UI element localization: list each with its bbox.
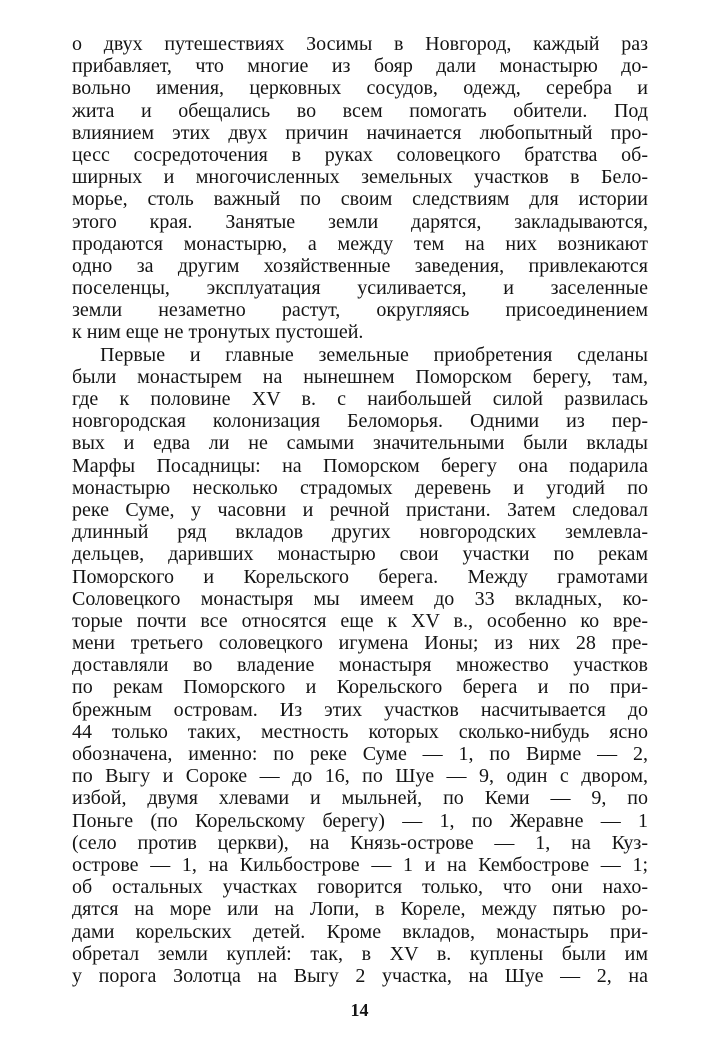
text-line: влиянием этих двух причин начинается любопытный про- [72, 121, 648, 144]
text-line: торые почти все относятся еще к XV в., особенно ко вре- [72, 609, 648, 632]
text-line: о двух путешествиях Зосимы в Новгород, каждый раз [72, 33, 648, 55]
text-line: брежным островам. Из этих участков насчитывается до [72, 698, 648, 721]
text-line: жита и обещались во всем помогать обители. Под [72, 99, 648, 122]
text-line: длинный ряд вкладов других новгородских землевла- [72, 521, 648, 544]
text-line: острове — 1, на Кильбострове — 1 и на Кембострове — 1; [72, 853, 648, 876]
text-line: монастырю несколько страдомых деревень и угодий по [72, 476, 648, 499]
text-line: Поньге (по Корельскому берегу) — 1, по Жеравне — 1 [72, 809, 648, 832]
text-line: вольно имения, церковных сосудов, одежд, серебра и [72, 77, 648, 100]
text-line: по Выгу и Сороке — до 16, по Шуе — 9, один с двором, [72, 765, 648, 788]
text-line: доставляли во владение монастыря множество участков [72, 654, 648, 677]
page-number: 14 [350, 1000, 369, 1020]
text-line: Первые и главные земельные приобретения сделаны [100, 343, 648, 366]
text-line: Марфы Посадницы: на Поморском берегу она подарила [72, 454, 648, 477]
text-line: ширных и многочисленных земельных участков в Бело- [72, 166, 648, 189]
text-line: к ним еще не тронутых пустошей. [72, 321, 364, 344]
text-line: 44 только таких, местность которых сколько-нибудь ясно [72, 720, 648, 743]
text-line: были монастырем на нынешнем Поморском берегу, там, [72, 365, 648, 388]
text-line: земли незаметно растут, округляясь присоединением [72, 299, 648, 322]
text-line: одно за другим хозяйственные заведения, привлекаются [72, 254, 648, 277]
text-line: по рекам Поморского и Корельского берега и по при- [72, 676, 648, 699]
text-line: этого края. Занятые земли дарятся, закладываются, [72, 210, 648, 233]
text-line: цесс сосредоточения в руках соловецкого братства об- [72, 143, 648, 166]
text-line: реке Суме, у часовни и речной пристани. Затем следовал [72, 498, 648, 521]
text-line: об остальных участках говорится только, что они нахо- [72, 876, 648, 899]
text-line: (село против церкви), на Князь-острове — 1, на Куз- [72, 831, 648, 854]
text-line: дельцев, даривших монастырю свои участки по рекам [72, 543, 648, 566]
text-line: у порога Золотца на Выгу 2 участка, на Шуе — 2, на [72, 964, 648, 987]
text-line: поселенцы, эксплуатация усиливается, и заселенные [72, 277, 648, 300]
text-line: мени третьего соловецкого игумена Ионы; из них 28 пре- [72, 632, 648, 655]
text-line: продаются монастырю, а между тем на них возникают [72, 232, 648, 255]
paragraph [72, 33, 648, 344]
text-line: дами корельских детей. Кроме вкладов, монастырь при- [72, 920, 648, 943]
text-line: обретал земли куплей: так, в XV в. куплены были им [72, 942, 648, 965]
text-line: где к половине XV в. с наибольшей силой развилась [72, 388, 648, 410]
text-line: Соловецкого монастыря мы имеем до 33 вкладных, ко- [72, 587, 648, 610]
text-line: вых и едва ли не самыми значительными были вклады [72, 432, 648, 455]
text-line: прибавляет, что многие из бояр дали монастырю до- [72, 55, 648, 78]
text-body [72, 33, 648, 987]
text-line: дятся на море или на Лопи, в Кореле, между пятью ро- [72, 898, 648, 921]
text-line: морье, столь важный по своим следствиям для истории [72, 188, 648, 211]
paragraph [72, 344, 648, 987]
text-line: обозначена, именно: по реке Суме — 1, по Вирме — 2, [72, 743, 648, 765]
text-line: избой, двумя хлевами и мыльней, по Кеми — 9, по [72, 787, 648, 810]
text-line: новгородская колонизация Беломорья. Одними из пер- [72, 410, 648, 433]
text-line: Поморского и Корельского берега. Между грамотами [72, 565, 648, 588]
